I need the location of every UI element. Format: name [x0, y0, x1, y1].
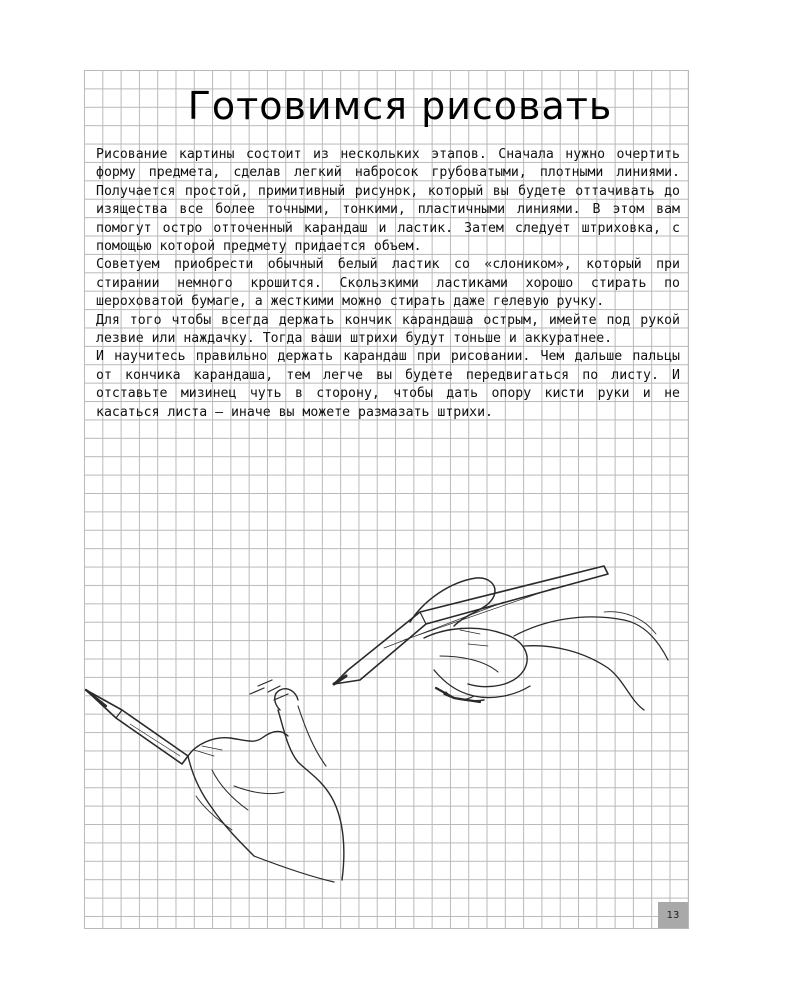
paragraph-sharpening: Для того чтобы всегда держать кончик карандаша острым, имейте под рукой лезвие или наждачку. Тогда ваши штрихи будут тоньше и аккуратнее.: [96, 312, 680, 347]
paragraph-holding-pencil: И научитесь правильно держать карандаш при рисовании. Чем дальше пальцы от кончика карандаша, тем легче вы будете передвигаться по листу. И отставьте мизинец чуть в сторону, чтобы дать опору кисти руки и не касаться листа — иначе вы можете размазать штрихи.: [96, 349, 680, 420]
paragraph-eraser: Советуем приобрести обычный белый ластик со «слоником», который при стирании немного крошится. Скользкими ластиками хорошо стирать по шероховатой бумаге, а жесткими можно стирать даже гелевую ручку.: [96, 257, 680, 310]
paragraph-stages: Рисование картины состоит из нескольких этапов. Сначала нужно очертить форму предмета, сделав легкий набросок грубоватыми, плотными линиями. Получается простой, примитивный рисунок, который вы будете оттачивать до изящества все более точными, тонкими, пластичными линиями. В этом вам помогут остро отточенный карандаш и ластик. Затем следует штриховка, с помощью которой предмету придается объем.: [96, 147, 680, 255]
right-hand-drawing: [410, 578, 668, 710]
left-hand-drawing: [188, 680, 344, 882]
hands-with-pencils-illustration: [84, 560, 688, 900]
right-pencil-drawing: [334, 566, 608, 684]
body-text: [96, 146, 680, 422]
page-number: 13: [658, 902, 688, 928]
page-title: Готовимся рисовать: [187, 84, 613, 128]
left-pencil-drawing: [86, 690, 188, 764]
